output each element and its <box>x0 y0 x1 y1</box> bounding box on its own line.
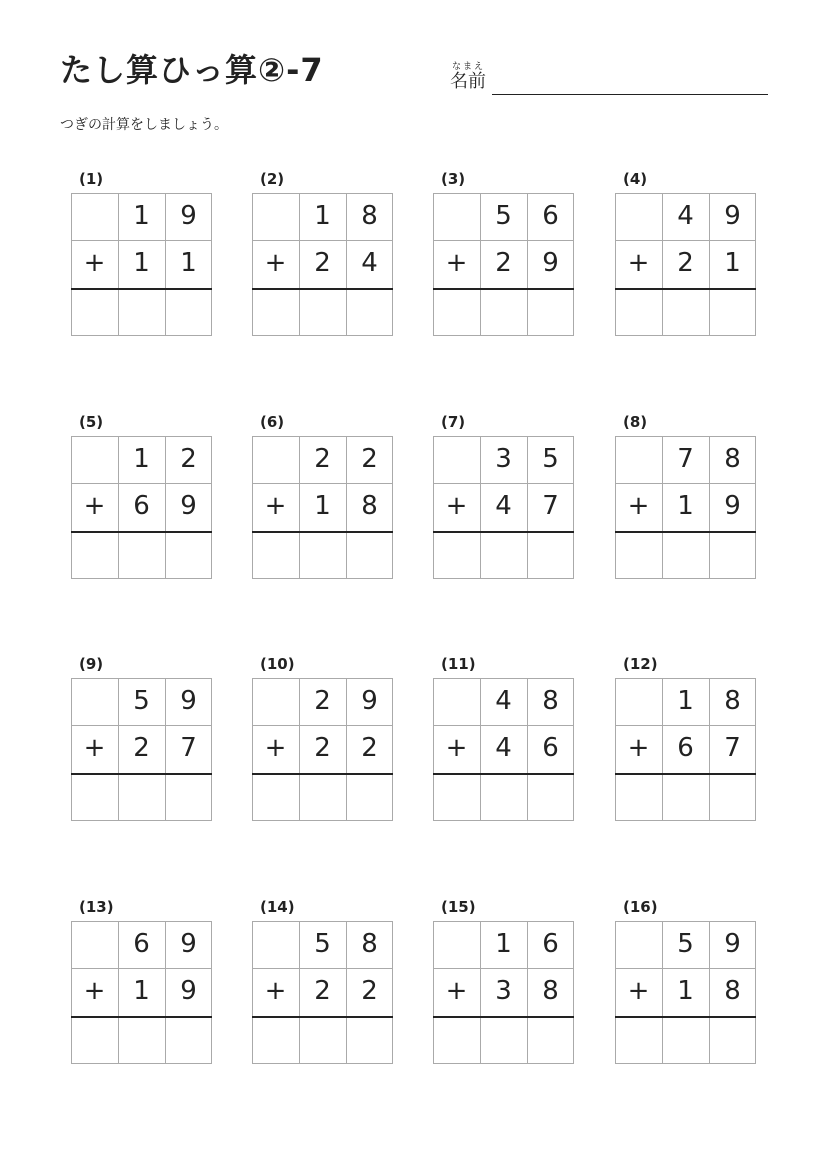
top-digit <box>433 921 480 968</box>
top-digit: 9 <box>180 201 197 231</box>
answer-cell[interactable] <box>527 289 574 336</box>
addition-grid <box>433 436 574 579</box>
problem-2 <box>252 170 394 345</box>
addition-grid <box>71 436 212 579</box>
problem-label: (15) <box>441 898 476 916</box>
bottom-digit: 7 <box>180 733 197 763</box>
plus-sign: + <box>627 248 650 278</box>
bottom-digit: 1 <box>724 248 741 278</box>
top-digit <box>615 193 662 240</box>
bottom-digit: 3 <box>495 976 512 1006</box>
plus-sign: + <box>264 733 287 763</box>
answer-cell[interactable] <box>71 774 118 821</box>
answer-cell[interactable] <box>527 774 574 821</box>
top-digit: 8 <box>361 201 378 231</box>
answer-cell[interactable] <box>433 1017 480 1064</box>
answer-cell[interactable] <box>118 289 165 336</box>
problem-6 <box>252 413 394 588</box>
top-digit <box>71 193 118 240</box>
name-input-line[interactable] <box>492 94 768 95</box>
top-digit: 6 <box>542 201 559 231</box>
instruction-text: つぎの計算をしましょう。 <box>60 117 228 133</box>
top-digit <box>71 678 118 725</box>
problem-label: (7) <box>441 413 466 431</box>
addition-grid <box>252 921 393 1064</box>
answer-cell[interactable] <box>299 774 346 821</box>
answer-cell[interactable] <box>615 289 662 336</box>
top-digit: 2 <box>361 444 378 474</box>
bottom-digit: 8 <box>361 491 378 521</box>
top-digit: 8 <box>542 686 559 716</box>
bottom-digit: 1 <box>180 248 197 278</box>
addition-grid <box>615 921 756 1064</box>
answer-cell[interactable] <box>433 774 480 821</box>
top-digit: 5 <box>542 444 559 474</box>
problem-1 <box>71 170 213 345</box>
problem-label: (10) <box>260 655 295 673</box>
addition-grid <box>71 921 212 1064</box>
bottom-digit: 9 <box>180 491 197 521</box>
top-digit: 9 <box>724 201 741 231</box>
top-digit: 8 <box>724 686 741 716</box>
top-digit <box>71 436 118 483</box>
answer-cell[interactable] <box>299 289 346 336</box>
top-digit: 7 <box>677 444 694 474</box>
top-digit: 4 <box>495 686 512 716</box>
problem-label: (16) <box>623 898 658 916</box>
problem-4 <box>615 170 757 345</box>
problem-13 <box>71 898 213 1073</box>
problem-5 <box>71 413 213 588</box>
addition-grid <box>615 193 756 336</box>
problem-14 <box>252 898 394 1073</box>
top-digit <box>433 193 480 240</box>
addition-grid <box>252 678 393 821</box>
problem-label: (14) <box>260 898 295 916</box>
plus-sign: + <box>264 976 287 1006</box>
answer-cell[interactable] <box>299 532 346 579</box>
answer-cell[interactable] <box>480 1017 527 1064</box>
top-digit <box>615 921 662 968</box>
plus-sign: + <box>445 248 468 278</box>
answer-cell[interactable] <box>71 1017 118 1064</box>
problem-label: (8) <box>623 413 648 431</box>
top-digit: 9 <box>180 929 197 959</box>
plus-sign: + <box>445 491 468 521</box>
bottom-digit: 6 <box>677 733 694 763</box>
answer-cell[interactable] <box>346 774 393 821</box>
top-digit: 2 <box>314 444 331 474</box>
bottom-digit: 4 <box>495 733 512 763</box>
name-field <box>450 62 770 98</box>
problem-16 <box>615 898 757 1073</box>
answer-cell[interactable] <box>709 532 756 579</box>
top-digit <box>71 921 118 968</box>
addition-grid <box>433 678 574 821</box>
problem-label: (9) <box>79 655 104 673</box>
bottom-digit: 7 <box>542 491 559 521</box>
answer-cell[interactable] <box>433 289 480 336</box>
name-label: 名前 <box>450 71 486 92</box>
answer-cell[interactable] <box>346 532 393 579</box>
plus-sign: + <box>627 976 650 1006</box>
problem-12 <box>615 655 757 830</box>
answer-cell[interactable] <box>252 774 299 821</box>
top-digit: 2 <box>314 686 331 716</box>
answer-cell[interactable] <box>709 289 756 336</box>
problem-label: (2) <box>260 170 285 188</box>
problem-label: (4) <box>623 170 648 188</box>
answer-cell[interactable] <box>615 774 662 821</box>
top-digit: 4 <box>677 201 694 231</box>
answer-cell[interactable] <box>527 1017 574 1064</box>
problem-10 <box>252 655 394 830</box>
top-digit: 1 <box>314 201 331 231</box>
plus-sign: + <box>445 733 468 763</box>
addition-grid <box>71 193 212 336</box>
top-digit: 9 <box>361 686 378 716</box>
top-digit: 8 <box>724 444 741 474</box>
answer-cell[interactable] <box>662 289 709 336</box>
top-digit: 5 <box>495 201 512 231</box>
name-ruby: なまえ <box>452 62 486 72</box>
bottom-digit: 2 <box>361 976 378 1006</box>
answer-cell[interactable] <box>662 774 709 821</box>
problem-label: (11) <box>441 655 476 673</box>
answer-cell[interactable] <box>165 1017 212 1064</box>
bottom-digit: 1 <box>133 248 150 278</box>
top-digit <box>615 678 662 725</box>
answer-cell[interactable] <box>346 289 393 336</box>
top-digit: 1 <box>495 929 512 959</box>
answer-cell[interactable] <box>662 532 709 579</box>
answer-cell[interactable] <box>118 532 165 579</box>
plus-sign: + <box>445 976 468 1006</box>
problem-15 <box>433 898 575 1073</box>
bottom-digit: 9 <box>542 248 559 278</box>
answer-cell[interactable] <box>165 532 212 579</box>
answer-cell[interactable] <box>252 532 299 579</box>
answer-cell[interactable] <box>709 774 756 821</box>
answer-cell[interactable] <box>71 532 118 579</box>
top-digit: 5 <box>133 686 150 716</box>
plus-sign: + <box>83 248 106 278</box>
plus-sign: + <box>627 491 650 521</box>
bottom-digit: 9 <box>724 491 741 521</box>
problem-7 <box>433 413 575 588</box>
plus-sign: + <box>83 976 106 1006</box>
answer-cell[interactable] <box>480 289 527 336</box>
plus-sign: + <box>264 491 287 521</box>
top-digit: 1 <box>133 201 150 231</box>
bottom-digit: 2 <box>361 733 378 763</box>
bottom-digit: 2 <box>677 248 694 278</box>
plus-sign: + <box>83 733 106 763</box>
addition-grid <box>433 921 574 1064</box>
top-digit: 1 <box>677 686 694 716</box>
plus-sign: + <box>627 733 650 763</box>
top-digit <box>252 436 299 483</box>
problem-label: (1) <box>79 170 104 188</box>
bottom-digit: 4 <box>361 248 378 278</box>
addition-grid <box>433 193 574 336</box>
bottom-digit: 7 <box>724 733 741 763</box>
answer-cell[interactable] <box>615 532 662 579</box>
bottom-digit: 8 <box>724 976 741 1006</box>
answer-cell[interactable] <box>527 532 574 579</box>
answer-cell[interactable] <box>118 1017 165 1064</box>
answer-cell[interactable] <box>165 774 212 821</box>
answer-cell[interactable] <box>299 1017 346 1064</box>
plus-sign: + <box>83 491 106 521</box>
bottom-digit: 6 <box>542 733 559 763</box>
top-digit: 1 <box>133 444 150 474</box>
answer-cell[interactable] <box>433 532 480 579</box>
answer-cell[interactable] <box>480 774 527 821</box>
top-digit <box>252 921 299 968</box>
answer-cell[interactable] <box>252 1017 299 1064</box>
top-digit: 2 <box>180 444 197 474</box>
bottom-digit: 4 <box>495 491 512 521</box>
answer-cell[interactable] <box>346 1017 393 1064</box>
problem-3 <box>433 170 575 345</box>
bottom-digit: 1 <box>133 976 150 1006</box>
problem-label: (3) <box>441 170 466 188</box>
problem-9 <box>71 655 213 830</box>
answer-cell[interactable] <box>118 774 165 821</box>
top-digit <box>615 436 662 483</box>
bottom-digit: 2 <box>133 733 150 763</box>
bottom-digit: 1 <box>314 491 331 521</box>
top-digit: 9 <box>724 929 741 959</box>
problem-8 <box>615 413 757 588</box>
answer-cell[interactable] <box>709 1017 756 1064</box>
bottom-digit: 2 <box>314 733 331 763</box>
problem-label: (13) <box>79 898 114 916</box>
bottom-digit: 8 <box>542 976 559 1006</box>
problem-11 <box>433 655 575 830</box>
bottom-digit: 2 <box>314 976 331 1006</box>
problem-label: (12) <box>623 655 658 673</box>
answer-cell[interactable] <box>615 1017 662 1064</box>
top-digit <box>252 193 299 240</box>
addition-grid <box>615 678 756 821</box>
top-digit: 9 <box>180 686 197 716</box>
addition-grid <box>252 193 393 336</box>
bottom-digit: 9 <box>180 976 197 1006</box>
bottom-digit: 6 <box>133 491 150 521</box>
bottom-digit: 2 <box>495 248 512 278</box>
top-digit: 6 <box>542 929 559 959</box>
answer-cell[interactable] <box>252 289 299 336</box>
plus-sign: + <box>264 248 287 278</box>
answer-cell[interactable] <box>480 532 527 579</box>
top-digit: 8 <box>361 929 378 959</box>
bottom-digit: 1 <box>677 976 694 1006</box>
bottom-digit: 2 <box>314 248 331 278</box>
top-digit: 6 <box>133 929 150 959</box>
top-digit <box>433 678 480 725</box>
answer-cell[interactable] <box>165 289 212 336</box>
top-digit: 5 <box>677 929 694 959</box>
top-digit <box>433 436 480 483</box>
top-digit: 5 <box>314 929 331 959</box>
answer-cell[interactable] <box>71 289 118 336</box>
problem-label: (5) <box>79 413 104 431</box>
bottom-digit: 1 <box>677 491 694 521</box>
problem-label: (6) <box>260 413 285 431</box>
addition-grid <box>615 436 756 579</box>
answer-cell[interactable] <box>662 1017 709 1064</box>
addition-grid <box>252 436 393 579</box>
top-digit <box>252 678 299 725</box>
top-digit: 3 <box>495 444 512 474</box>
worksheet-title: たし算ひっ算②-7 <box>60 51 324 89</box>
addition-grid <box>71 678 212 821</box>
